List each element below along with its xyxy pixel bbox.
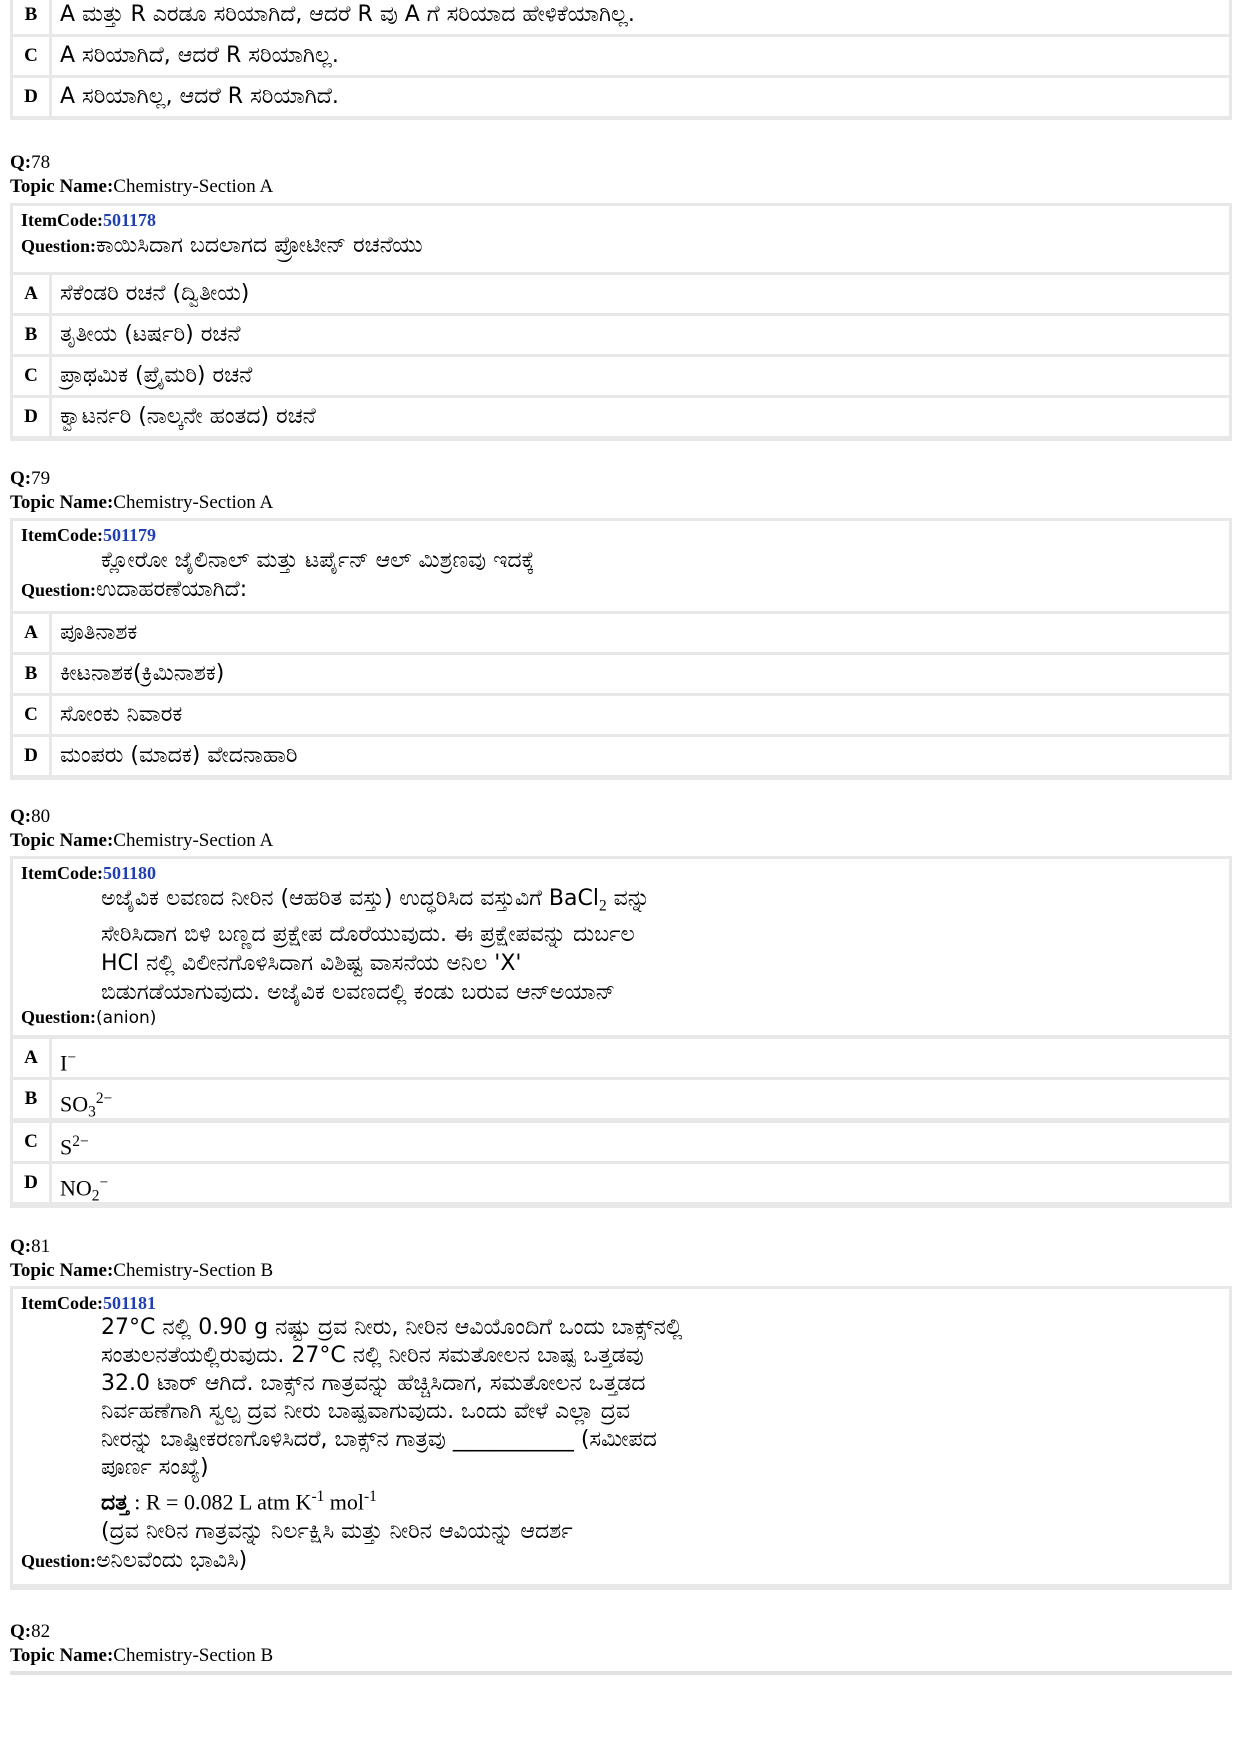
given-line (21, 1482, 1221, 1518)
question-note: ಅನಿಲವೆಂದು ಭಾವಿಸಿ) (96, 1548, 248, 1574)
option-text (52, 1164, 1229, 1202)
question-card (13, 521, 1229, 611)
given-text: : R = 0.082 L atm K (128, 1489, 312, 1515)
topic-name: Chemistry-Section B (113, 1645, 274, 1666)
subscript: 2 (598, 897, 607, 915)
question-text-segment: ವನ್ನು (606, 886, 650, 911)
topic-prefix: Topic Name: (10, 1645, 114, 1666)
formula-base: NO (60, 1175, 92, 1201)
option-label: D (13, 737, 49, 775)
question-text-line: ಪೂರ್ಣ ಸಂಖ್ಯೆ) (101, 1455, 209, 1480)
question-note: (ದ್ರವ ನೀರಿನ ಗಾತ್ರವನ್ನು ನಿರ್ಲಕ್ಷಿಸಿ ಮತ್ತು ನೀರಿನ ಆವಿಯನ್ನು ಆದರ್ಶ (101, 1519, 573, 1545)
question-number: 81 (31, 1236, 51, 1257)
question-number: 78 (31, 152, 51, 173)
topic-name: Chemistry-Section A (113, 176, 274, 197)
question-prefix: Question: (21, 1551, 97, 1572)
option-label: B (13, 0, 49, 34)
given-label: ದತ್ತ (101, 1490, 129, 1516)
q-prefix: Q: (10, 152, 32, 173)
item-code: 501179 (102, 525, 156, 545)
topic-prefix: Topic Name: (10, 492, 114, 513)
q-prefix: Q: (10, 1621, 32, 1642)
question-box (10, 1286, 1232, 1590)
question-header (10, 805, 273, 853)
question-prefix: Question: (21, 580, 97, 600)
question-card (13, 206, 1229, 272)
option-label: B (13, 316, 49, 354)
question-box (10, 203, 1232, 441)
question-text-segment: ಅಜೈವಿಕ ಲವಣದ ನೀರಿನ (ಆಹರಿತ ವಸ್ತು) ಉದ್ಧರಿಸಿದ ವಸ್ತುವಿಗೆ BaCl (101, 886, 599, 911)
formula-superscript: 2− (95, 1090, 113, 1107)
item-code: 501178 (102, 210, 156, 230)
itemcode-prefix: ItemCode: (21, 525, 103, 545)
option-text: ಸೋಂಕು ನಿವಾರಕ (52, 696, 1229, 734)
option-text: A ಸರಿಯಾಗಿಲ್ಲ, ಆದರೆ R ಸರಿಯಾಗಿದೆ. (52, 78, 1229, 116)
question-header (10, 1620, 273, 1668)
option-text: ಮಂಪರು (ಮಾದಕ) ವೇದನಾಹಾರಿ (52, 737, 1229, 775)
question-number: 79 (31, 468, 51, 489)
formula-subscript: 2 (91, 1187, 100, 1202)
option-row[interactable] (13, 78, 1229, 116)
question-prefix: Question: (21, 236, 97, 256)
given-text: mol (324, 1489, 365, 1515)
option-text (52, 1080, 1229, 1118)
option-text: A ಮತ್ತು R ಎರಡೂ ಸರಿಯಾಗಿದೆ, ಆದರೆ R ವು A ಗೆ ಸರಿಯಾದ ಹೇಳಿಕೆಯಾಗಿಲ್ಲ. (52, 0, 1229, 34)
given-superscript: -1 (311, 1488, 325, 1505)
question-text-line: ನೀರನ್ನು ಬಾಷ್ಪೀಕರಣಗೊಳಿಸಿದರೆ, ಬಾಕ್ಸ್‌ನ ಗಾತ್ರವು ___________ (ಸಮೀಪದ (101, 1427, 657, 1452)
option-text: A ಸರಿಯಾಗಿದೆ, ಆದರೆ R ಸರಿಯಾಗಿಲ್ಲ. (52, 37, 1229, 75)
question-text-line: ನಿರ್ವಹಣೆಗಾಗಿ ಸ್ವಲ್ಪ ದ್ರವ ನೀರು ಬಾಷ್ಪವಾಗುವುದು. ಒಂದು ವೇಳೆ ಎಲ್ಲಾ ದ್ರವ (101, 1399, 631, 1424)
option-label: B (13, 1080, 49, 1118)
question-text: ಉದಾಹರಣೆಯಾಗಿದೆ: (96, 577, 248, 602)
item-code: 501181 (102, 1293, 156, 1313)
question-text-line: HCl ನಲ್ಲಿ ವಿಲೀನಗೊಳಿಸಿದಾಗ ವಿಶಿಷ್ಟ ವಾಸನೆಯ ಅನಿಲ 'X' (101, 951, 522, 977)
question-prefix: Question: (21, 1007, 97, 1028)
option-text (52, 1123, 1229, 1161)
question-text-line: (anion) (96, 1008, 157, 1029)
question-box-top-edge (10, 1671, 1232, 1675)
option-text: ಪ್ರಾಥಮಿಕ (ಪ್ರೈಮರಿ) ರಚನೆ (52, 357, 1229, 395)
option-label: B (13, 655, 49, 693)
question-text: ಕಾಯಿಸಿದಾಗ ಬದಲಾಗದ ಪ್ರೋಟೀನ್ ರಚನೆಯು (96, 233, 423, 258)
q-prefix: Q: (10, 468, 32, 489)
option-row[interactable] (13, 737, 1229, 775)
given-superscript: -1 (364, 1488, 377, 1505)
option-text: ಪೂತಿನಾಶಕ (52, 614, 1229, 652)
option-text: ಸೆಕೆಂಡರಿ ರಚನೆ (ದ್ವಿತೀಯ) (52, 275, 1229, 313)
formula-subscript: 3 (88, 1103, 96, 1118)
question-header (10, 151, 273, 199)
option-row[interactable] (13, 614, 1229, 652)
option-text: ಕೀಟನಾಶಕ(ಕ್ರಿಮಿನಾಶಕ) (52, 655, 1229, 693)
question-card (13, 1289, 1229, 1584)
item-code: 501180 (102, 863, 156, 883)
formula-superscript: − (99, 1174, 109, 1191)
question-number: 82 (31, 1621, 51, 1642)
option-label: A (13, 1039, 49, 1077)
option-row[interactable] (13, 37, 1229, 75)
question-card (13, 859, 1229, 1035)
question-text-line: ಸಂತುಲನತೆಯಲ್ಲಿರುವುದು. 27°C ನಲ್ಲಿ ನೀರಿನ ಸಮತೋಲನ ಬಾಷ್ಪ ಒತ್ತಡವು (101, 1343, 644, 1368)
option-text (52, 1039, 1229, 1077)
option-row[interactable] (13, 275, 1229, 313)
question-text: ಕ್ಲೋರೋ ಜೈಲಿನಾಲ್ ಮತ್ತು ಟರ್ಪೈನ್ ಆಲ್ ಮಿಶ್ರಣವು ಇದಕ್ಕೆ (101, 548, 535, 573)
question-header (10, 1235, 273, 1283)
formula-base: SO (60, 1091, 89, 1117)
option-row[interactable] (13, 655, 1229, 693)
option-label: C (13, 37, 49, 75)
option-row[interactable] (13, 1164, 1229, 1202)
q-prefix: Q: (10, 806, 32, 827)
question-number: 80 (31, 806, 51, 827)
topic-name: Chemistry-Section B (113, 1260, 274, 1281)
topic-name: Chemistry-Section A (113, 492, 274, 513)
topic-prefix: Topic Name: (10, 830, 114, 851)
formula-base: I (60, 1050, 68, 1076)
question-text-line: ಸೇರಿಸಿದಾಗ ಬಿಳಿ ಬಣ್ಣದ ಪ್ರಕ್ಷೇಪ ದೊರೆಯುವುದು. ಈ ಪ್ರಕ್ಷೇಪವನ್ನು ದುರ್ಬಲ (101, 922, 635, 948)
option-text: ಕ್ವಾಟರ್ನರಿ (ನಾಲ್ಕನೇ ಹಂತದ) ರಚನೆ (52, 398, 1229, 436)
q-prefix: Q: (10, 1236, 32, 1257)
itemcode-prefix: ItemCode: (21, 863, 103, 883)
option-row[interactable] (13, 1039, 1229, 1077)
option-label: D (13, 1164, 49, 1202)
question-text-line: 27°C ನಲ್ಲಿ 0.90 g ನಷ್ಟು ದ್ರವ ನೀರು, ನೀರಿನ ಆವಿಯೊಂದಿಗೆ ಒಂದು ಬಾಕ್ಸ್‌ನಲ್ಲಿ (101, 1315, 683, 1340)
option-row[interactable] (13, 0, 1229, 34)
option-row[interactable] (13, 696, 1229, 734)
option-label: A (13, 275, 49, 313)
question-header (10, 467, 273, 515)
question-box (10, 856, 1232, 1208)
topic-prefix: Topic Name: (10, 176, 114, 197)
formula-superscript: 2− (72, 1133, 89, 1150)
option-label: C (13, 696, 49, 734)
formula-base: S (60, 1134, 73, 1160)
formula-superscript: − (67, 1049, 77, 1066)
itemcode-prefix: ItemCode: (21, 210, 103, 230)
option-label: C (13, 1123, 49, 1161)
option-label: D (13, 78, 49, 116)
question-box (10, 518, 1232, 780)
option-row[interactable] (13, 1123, 1229, 1161)
question-text-line (21, 884, 1221, 920)
question-text-line: 32.0 ಟಾರ್ ಆಗಿದೆ. ಬಾಕ್ಸ್‌ನ ಗಾತ್ರವನ್ನು ಹೆಚ್ಚಿಸಿದಾಗ, ಸಮತೋಲನ ಒತ್ತಡದ (101, 1371, 646, 1396)
option-label: D (13, 398, 49, 436)
option-row[interactable] (13, 357, 1229, 395)
option-label: A (13, 614, 49, 652)
itemcode-prefix: ItemCode: (21, 1293, 103, 1313)
q77-options-box (10, 0, 1232, 120)
option-text: ತೃತೀಯ (ಟರ್ಷರಿ) ರಚನೆ (52, 316, 1229, 354)
question-text-line: ಬಿಡುಗಡೆಯಾಗುವುದು. ಅಜೈವಿಕ ಲವಣದಲ್ಲಿ ಕಂಡು ಬರುವ ಆನ್‌ಅಯಾನ್ (101, 980, 616, 1006)
topic-prefix: Topic Name: (10, 1260, 114, 1281)
option-row[interactable] (13, 1080, 1229, 1120)
option-row[interactable] (13, 316, 1229, 354)
topic-name: Chemistry-Section A (113, 830, 274, 851)
option-row[interactable] (13, 398, 1229, 436)
option-label: C (13, 357, 49, 395)
